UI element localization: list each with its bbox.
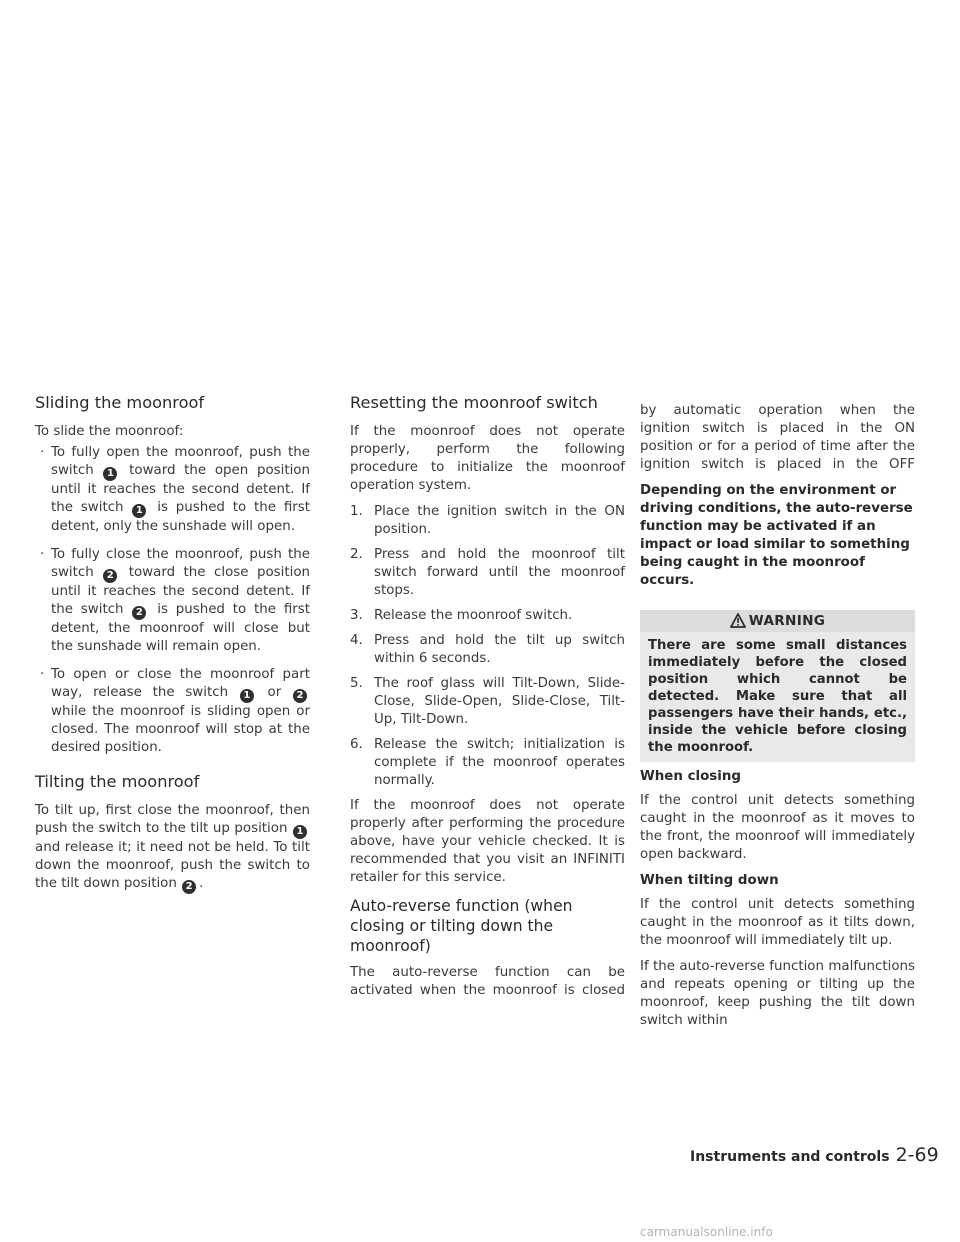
callout-2-marker: 2 <box>132 606 146 620</box>
autoreverse-intro-tail: by automatic operation when the ignition switch is placed in the ON position or for a period of time after the ignition switch is placed in the OFF <box>640 403 915 472</box>
callout-1-marker: 1 <box>103 467 117 481</box>
when-tilting-heading: When tilting down <box>640 873 779 888</box>
when-closing-text: If the control unit detects something caught in the moonroof as it moves to the front, the moonroof will immediately open backward. <box>640 793 915 862</box>
reset-step <box>350 736 625 790</box>
callout-1-marker: 1 <box>240 689 254 703</box>
bullet-text: is pushed to the first detent, only the sunshade will open. <box>51 500 310 534</box>
step-number: 3. <box>350 608 363 623</box>
page-number: 2-69 <box>895 1144 939 1166</box>
watermark: carmanualsonline.info <box>640 1225 773 1239</box>
tilting-heading: Tilting the moonroof <box>35 772 200 791</box>
bullet-text: To fully close the moonroof, push the switch <box>51 547 310 580</box>
step-number: 2. <box>350 547 363 562</box>
tilting-text-part: To tilt up, first close the moonroof, then push the switch to the tilt up position <box>35 803 310 836</box>
warning-title: WARNING <box>748 613 826 629</box>
bullet-text: is pushed to the first detent, the moonroof will close but the sunshade will remain open. <box>51 602 310 654</box>
reset-step <box>350 607 625 625</box>
step-number: 6. <box>350 737 363 752</box>
when-tilting-text: If the control unit detects something caught in the moonroof as it tilts down, the moonroof will immediately tilt up. <box>640 897 915 948</box>
step-text: Place the ignition switch in the ON position. <box>374 504 625 537</box>
resetting-intro: If the moonroof does not operate properly, perform the following procedure to initialize the moonroof operation system. <box>350 424 625 493</box>
bullet-text: or <box>267 685 282 700</box>
step-text: Press and hold the moonroof tilt switch forward until the moonroof stops. <box>374 547 625 598</box>
bullet-dot: · <box>40 547 45 562</box>
reset-step <box>350 546 625 600</box>
tilting-text-part: and release it; it need not be held. To tilt down the moonroof, push the switch to the tilt down position <box>35 840 310 891</box>
step-number: 4. <box>350 633 363 648</box>
autoreverse-intro: The auto-reverse function can be activated when the moonroof is closed <box>350 965 625 998</box>
callout-2-marker: 2 <box>182 880 196 894</box>
reset-step <box>350 632 625 668</box>
step-text: The roof glass will Tilt-Down, Slide-Close, Slide-Open, Slide-Close, Tilt-Up, Tilt-Down. <box>374 676 625 727</box>
callout-2-marker: 2 <box>103 569 117 583</box>
bullet-text: To open or close the moonroof part way, release the switch <box>51 667 310 700</box>
bullet-text: To fully open the moonroof, push the switch <box>51 445 310 478</box>
column-left <box>35 0 310 894</box>
reset-step <box>350 675 625 729</box>
callout-1-marker: 1 <box>132 504 146 518</box>
step-text: Release the moonroof switch. <box>374 608 573 623</box>
sliding-heading: Sliding the moonroof <box>35 393 205 412</box>
sliding-bullet-partway <box>35 666 310 757</box>
step-number: 5. <box>350 676 363 691</box>
when-closing-heading: When closing <box>640 769 741 784</box>
sliding-intro: To slide the moonroof: <box>35 424 184 439</box>
callout-2-marker: 2 <box>293 689 307 703</box>
resetting-heading: Resetting the moonroof switch <box>350 393 598 412</box>
warning-text: There are some small distances immediately before the closed position which cannot be detected. Make sure that all passengers have their hands, etc., inside the vehicle before closing the moonroof. <box>640 632 915 762</box>
bullet-text: while the moonroof is sliding open or closed. The moonroof will stop at the desired position. <box>51 704 310 755</box>
resetting-outro: If the moonroof does not operate properly after performing the procedure above, have your vehicle checked. It is recommended that you visit an INFINITI retailer for this service. <box>350 798 625 885</box>
bullet-dot: · <box>40 445 45 460</box>
bullet-text: toward the close position until it reaches the second detent. If the switch <box>51 565 311 617</box>
sliding-bullet-open <box>35 444 310 536</box>
autoreverse-intro-continued <box>640 402 915 474</box>
reset-step <box>350 503 625 539</box>
warning-box <box>640 610 915 762</box>
autoreverse-bold-note: Depending on the environment or driving conditions, the auto-reverse function may be activated if an impact or load similar to something being caught in the moonroof occurs. <box>640 483 913 588</box>
bullet-text: toward the open position until it reaches the second detent. If the switch <box>51 463 310 515</box>
tilting-text <box>35 802 310 894</box>
footer-section-title: Instruments and controls <box>690 1149 890 1165</box>
column-right <box>640 0 915 1030</box>
column-middle <box>350 0 625 1000</box>
malfunction-text: If the auto-reverse function malfunctions and repeats opening or tilting up the moonroof, keep pushing the tilt down switch within <box>640 959 915 1028</box>
sliding-bullet-close <box>35 546 310 656</box>
step-text: Release the switch; initialization is complete if the moonroof operates normally. <box>374 737 625 788</box>
step-number: 1. <box>350 504 363 519</box>
page-footer <box>690 1144 939 1166</box>
callout-1-marker: 1 <box>293 825 307 839</box>
step-text: Press and hold the tilt up switch within 6 seconds. <box>374 633 625 666</box>
autoreverse-heading: Auto-reverse function (when closing or tilting down the moonroof) <box>350 897 573 955</box>
bullet-dot: · <box>40 667 45 682</box>
warning-icon <box>730 613 746 628</box>
tilting-text-part: . <box>199 876 204 891</box>
warning-header <box>640 610 915 632</box>
